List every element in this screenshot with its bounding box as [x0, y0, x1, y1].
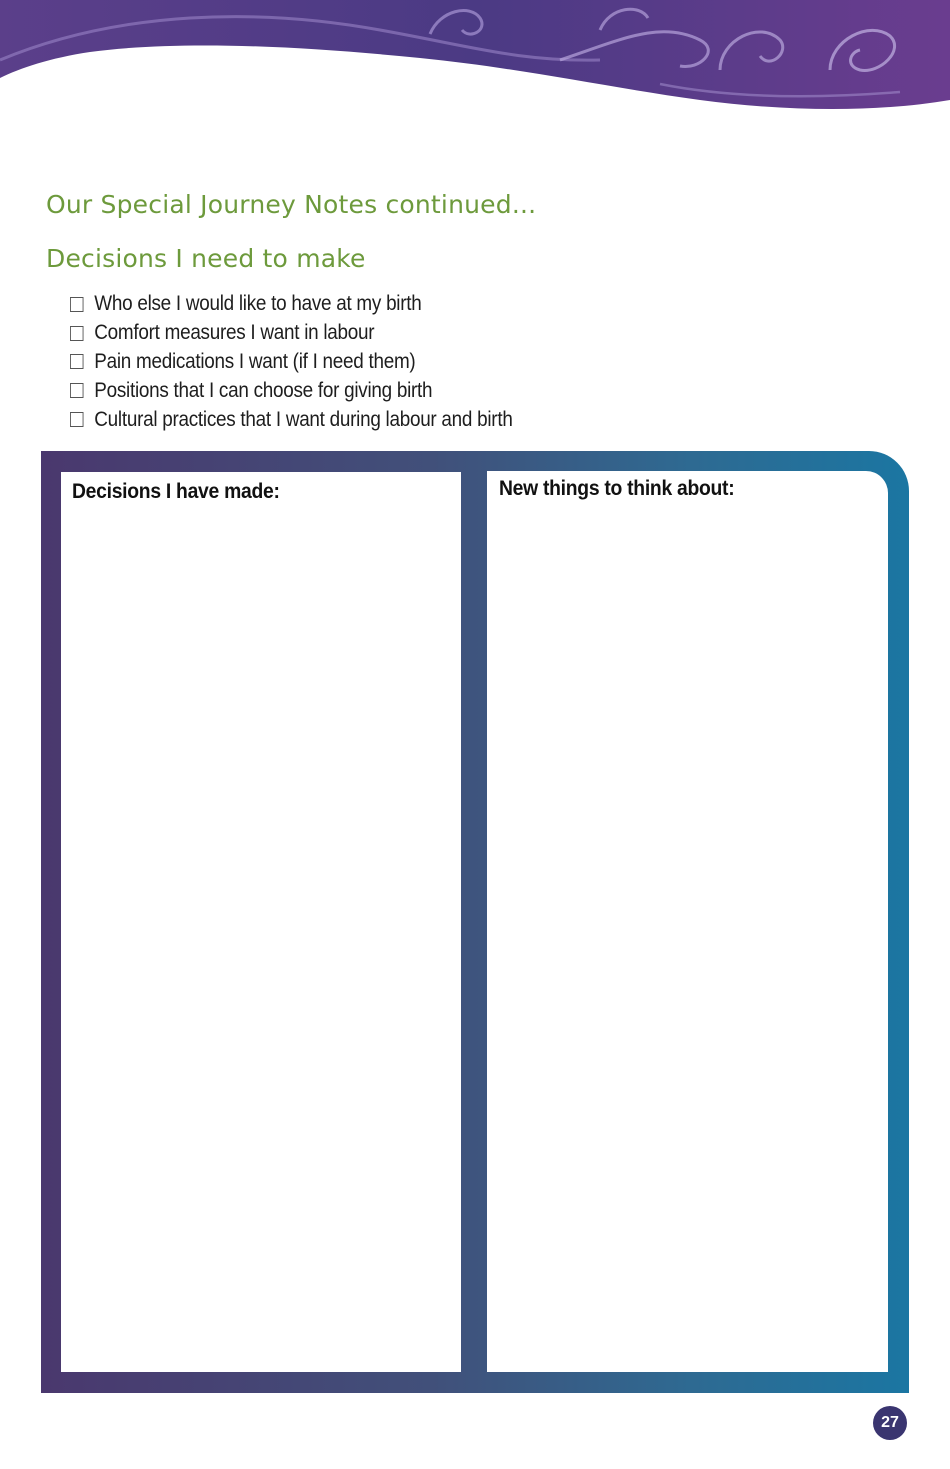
checklist-item[interactable] [70, 348, 513, 377]
page-title: Our Special Journey Notes continued... [46, 190, 537, 219]
new-things-label: New things to think about: [499, 477, 735, 500]
notes-frame [41, 451, 909, 1393]
checklist-item[interactable] [70, 319, 513, 348]
checklist-item-label: Positions that I can choose for giving birth [94, 378, 433, 402]
decisions-to-make-heading: Decisions I need to make [46, 244, 366, 273]
checkbox[interactable] [70, 412, 84, 427]
checklist-item-label: Who else I would like to have at my birth [94, 292, 422, 316]
checklist-item-label: Comfort measures I want in labour [94, 321, 375, 345]
decisions-made-label: Decisions I have made: [72, 480, 280, 503]
checklist-item[interactable] [70, 405, 513, 434]
page-number: 27 [873, 1406, 907, 1440]
checklist-item[interactable] [70, 290, 513, 319]
checklist-item[interactable] [70, 376, 513, 405]
decisions-made-panel[interactable] [61, 472, 461, 1372]
checkbox[interactable] [70, 326, 84, 341]
decisions-checklist [70, 290, 562, 434]
checklist-item-label: Pain medications I want (if I need them) [94, 349, 416, 373]
checklist-item-label: Cultural practices that I want during labour and birth [94, 407, 513, 431]
checkbox[interactable] [70, 354, 84, 369]
new-things-panel[interactable] [487, 471, 888, 1372]
header-banner [0, 0, 950, 120]
checkbox[interactable] [70, 383, 84, 398]
checkbox[interactable] [70, 297, 84, 312]
